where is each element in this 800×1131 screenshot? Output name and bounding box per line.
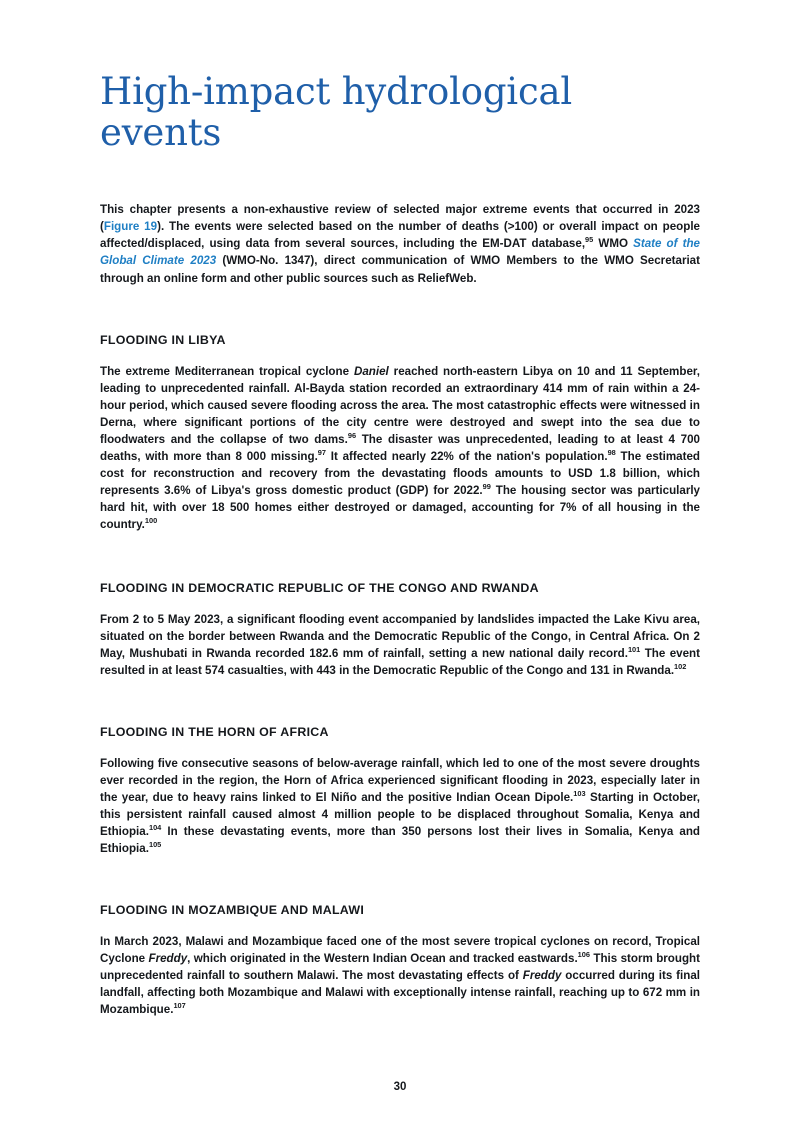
section-flooding-drc-rwanda [100, 581, 700, 679]
section-heading: FLOODING IN THE HORN OF AFRICA [100, 724, 329, 739]
section-paragraph: In March 2023, Malawi and Mozambique faced one of the most severe tropical cyclones on record, Tropical Cyclone Freddy, which originated in the Western Indian Ocean and tracked eastwards.$^{106}$ This storm brought unprecedented rainfall to southern Malawi. The most devastating effects of Freddy occurred during its final landfall, affecting both Mozambique and Malawi with exceptionally intense rainfall, reaching up to 672 mm in Mozambique.$^{107}$ [100, 935, 700, 1017]
page-number: 30 [393, 1081, 407, 1093]
section-heading: FLOODING IN LIBYA [100, 332, 226, 347]
footnote-ref-95: 95 [585, 235, 594, 245]
section-heading: FLOODING IN DEMOCRATIC REPUBLIC OF THE CONGO AND RWANDA [100, 580, 539, 595]
intro-text-part3: WMO [593, 237, 634, 251]
section-flooding-horn-of-africa [100, 725, 700, 857]
section-paragraph: Following five consecutive seasons of below-average rainfall, which led to one of the most severe droughts ever recorded in the region, the Horn of Africa experienced significant flooding in 2023, especially later in the year, due to heavy rains linked to El Niño and the positive Indian Ocean Dipole.$^{103}$ Starting in October, this persistent rainfall caused almost 4 million people to be displaced throughout Somalia, Kenya and Ethiopia.$^{104}$ In these devastating events, more than 350 persons lost their lives in Somalia, Kenya and Ethiopia.$^{105}$ [100, 756, 700, 856]
section-paragraph: The extreme Mediterranean tropical cyclone Daniel reached north-eastern Libya on 10 and 11 September, leading to unprecedented rainfall. Al-Bayda station recorded an extraordinary 414 mm of rain within a 24-hour period, which caused severe flooding across the area. The most catastrophic effects were witnessed in Derna, where significant portions of the city centre were destroyed and swept into the sea due to floodwaters and the collapse of two dams.$^{96}$ The disaster was unprecedented, leading to at least 4 700 deaths, with more than 8 000 missing.$^{97}$ It affected nearly 22% of the nation's population.$^{98}$ The estimated cost for reconstruction and recovery from the devastating floods amounts to USD 1.8 billion, which represents 3.6% of Libya's gross domestic product (GDP) for 2022.99 The housing sector was particularly hard hit, with over 18 500 homes either destroyed or damaged, accounting for 7% of all housing in the country.$^{100}$ [100, 364, 701, 531]
section-flooding-libya [100, 333, 700, 533]
section-heading: FLOODING IN MOZAMBIQUE AND MALAWI [100, 903, 365, 918]
figure-19-link[interactable]: Figure 19 [103, 220, 158, 234]
intro-paragraph [100, 201, 700, 286]
section-flooding-mozambique-malawi [100, 903, 700, 1018]
intro-text-part1: This chapter presents a non-exhaustive review of selected major extreme events that occurred in 2023 ( [100, 203, 700, 234]
page-title: High-impact hydrological events [100, 70, 572, 154]
intro-text-part4: (WMO-No. 1347), direct communication of WMO Members to the WMO Secretariat through an online form and other public sources such as ReliefWeb. [100, 254, 700, 285]
section-paragraph: From 2 to 5 May 2023, a significant flooding event accompanied by landslides impacted the Lake Kivu area, situated on the border between Rwanda and the Democratic Republic of the Congo, in Central Africa. On 2 May, Mushubati in Rwanda recorded 182.6 mm of rainfall, setting a new national daily record.$^{101}$ The event resulted in at least 574 casualties, with 443 in the Democratic Republic of the Congo and 131 in Rwanda.$^{102}$ [100, 612, 700, 677]
report-title-link[interactable]: State of the Global Climate 2023 [100, 237, 700, 268]
intro-text-part2: ). The events were selected based on the number of deaths (>100) or overall impact on people affected/displaced, using data from several sources, including the EM-DAT database, [100, 220, 700, 251]
page-content [100, 0, 700, 1018]
